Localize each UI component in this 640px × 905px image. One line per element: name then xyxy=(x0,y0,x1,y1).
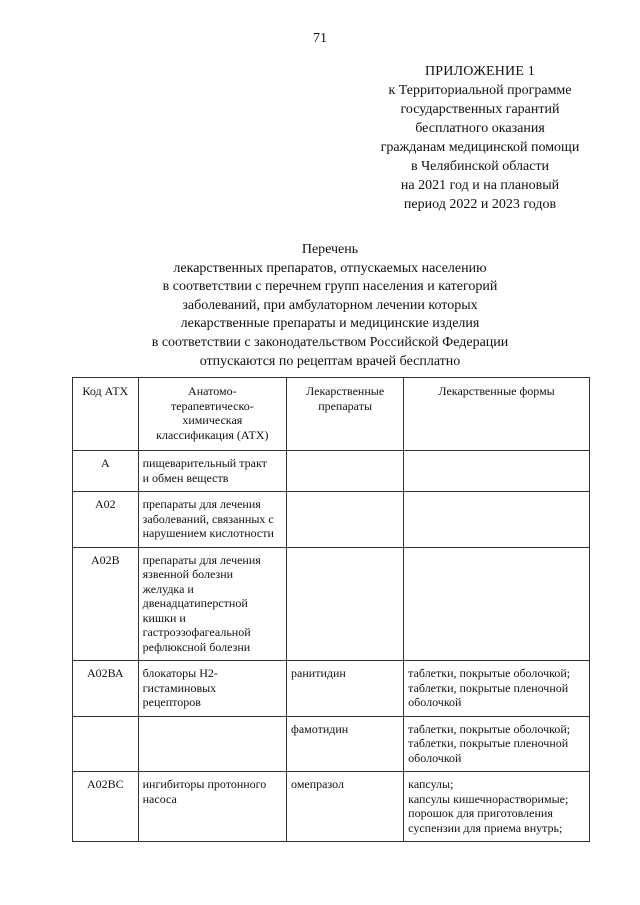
header-drugs-line: препараты xyxy=(318,398,373,413)
cell-line: таблетки, покрытые оболочкой; xyxy=(408,666,571,680)
cell-drug xyxy=(287,772,404,842)
table-row xyxy=(73,661,590,717)
cell-line: блокаторы Н2- xyxy=(142,666,218,680)
cell-classification xyxy=(138,451,286,492)
cell-line: желудка и xyxy=(142,581,194,596)
cell-line: порошок для приготовления xyxy=(408,806,553,820)
list-title-line: в соответствии с законодательством Российской Федерации xyxy=(151,334,509,350)
cell-drug xyxy=(287,716,404,772)
cell-line: препараты для лечения xyxy=(142,552,261,567)
cell-line: гастроэзофагеальной xyxy=(142,625,251,639)
table-row xyxy=(73,772,590,842)
cell-drug xyxy=(287,547,404,661)
cell-line: ингибиторы протонного xyxy=(142,777,267,791)
cell-line: таблетки, покрытые оболочкой; xyxy=(408,721,571,736)
list-title-line: отпускаются по рецептам врачей бесплатно xyxy=(199,353,461,369)
cell-drug xyxy=(287,451,404,492)
header-code: Код АТХ xyxy=(73,378,139,451)
header-classification-line: Анатомо- xyxy=(188,384,237,398)
cell-line: язвенной болезни xyxy=(142,567,234,581)
cell-line: фамотидин xyxy=(291,721,349,736)
cell-line: препараты для лечения xyxy=(142,497,261,511)
list-title-line: лекарственные препараты и медицинские изделия xyxy=(180,316,480,332)
appendix-line: на 2021 год и на плановый xyxy=(400,178,560,193)
cell-line: и обмен веществ xyxy=(142,470,229,485)
cell-classification xyxy=(138,492,286,548)
cell-classification xyxy=(138,547,286,661)
cell-line: гистаминовых xyxy=(142,680,217,695)
table-header-row xyxy=(73,378,590,451)
cell-line: кишки и xyxy=(142,610,186,625)
cell-line: омепразол xyxy=(291,777,344,791)
header-drugs-line: Лекарственные xyxy=(306,384,385,398)
cell-line: двенадцатиперстной xyxy=(142,596,248,610)
page-number: 71 xyxy=(313,31,327,46)
list-title-line: Перечень xyxy=(301,242,359,257)
cell-forms xyxy=(404,492,590,548)
cell-drug xyxy=(287,661,404,717)
appendix-line: период 2022 и 2023 годов xyxy=(403,197,557,212)
cell-line: насоса xyxy=(142,791,177,806)
cell-line: нарушением кислотности xyxy=(142,526,274,540)
atx-drug-table xyxy=(72,377,590,842)
appendix-line: государственных гарантий xyxy=(400,102,560,117)
cell-classification xyxy=(138,661,286,717)
cell-classification xyxy=(138,716,286,772)
cell-code xyxy=(73,716,139,772)
header-drugs xyxy=(287,378,404,451)
list-title-line: заболеваний, при амбулаторном лечении которых xyxy=(182,297,478,313)
cell-line: таблетки, покрытые пленочной xyxy=(408,680,569,695)
appendix-line: гражданам медицинской помощи xyxy=(380,140,580,155)
cell-code: А02 xyxy=(73,492,139,548)
appendix-line: бесплатного оказания xyxy=(415,121,545,136)
table-row xyxy=(73,492,590,548)
cell-classification xyxy=(138,772,286,842)
cell-forms xyxy=(404,661,590,717)
cell-forms xyxy=(404,716,590,772)
cell-line: заболеваний, связанных с xyxy=(142,511,274,526)
cell-code: А xyxy=(73,451,139,492)
header-forms: Лекарственные формы xyxy=(404,378,590,451)
list-title xyxy=(70,241,590,371)
header-classification-line: классификация (АТХ) xyxy=(156,427,269,442)
cell-code: А02ВС xyxy=(73,772,139,842)
appendix-block xyxy=(358,62,602,214)
table-row xyxy=(73,716,590,772)
cell-forms xyxy=(404,451,590,492)
appendix-line: к Территориальной программе xyxy=(388,83,572,98)
table-row xyxy=(73,547,590,661)
cell-line: капсулы кишечнорастворимые; xyxy=(408,791,569,806)
cell-forms xyxy=(404,772,590,842)
cell-line: пищеварительный тракт xyxy=(142,456,267,470)
header-classification xyxy=(138,378,286,451)
cell-line: таблетки, покрытые пленочной xyxy=(408,736,569,750)
cell-line: рецепторов xyxy=(142,695,201,709)
cell-line: рефлюксной болезни xyxy=(142,639,251,654)
cell-line: суспензии для приема внутрь; xyxy=(408,820,563,835)
appendix-line: в Челябинской области xyxy=(410,159,550,174)
cell-forms xyxy=(404,547,590,661)
cell-line: ранитидин xyxy=(291,666,346,680)
appendix-heading: ПРИЛОЖЕНИЕ 1 xyxy=(424,64,536,79)
list-title-line: лекарственных препаратов, отпускаемых населению xyxy=(173,260,487,276)
table-row xyxy=(73,451,590,492)
list-title-line: в соответствии с перечнем групп населения и категорий xyxy=(162,279,498,295)
cell-line: оболочкой xyxy=(408,750,462,765)
cell-drug xyxy=(287,492,404,548)
cell-code: А02ВА xyxy=(73,661,139,717)
cell-code: А02В xyxy=(73,547,139,661)
cell-line: оболочкой xyxy=(408,695,462,709)
header-classification-line: терапевтическо- xyxy=(170,398,254,413)
header-classification-line: химическая xyxy=(182,413,243,427)
cell-line: капсулы; xyxy=(408,777,454,791)
